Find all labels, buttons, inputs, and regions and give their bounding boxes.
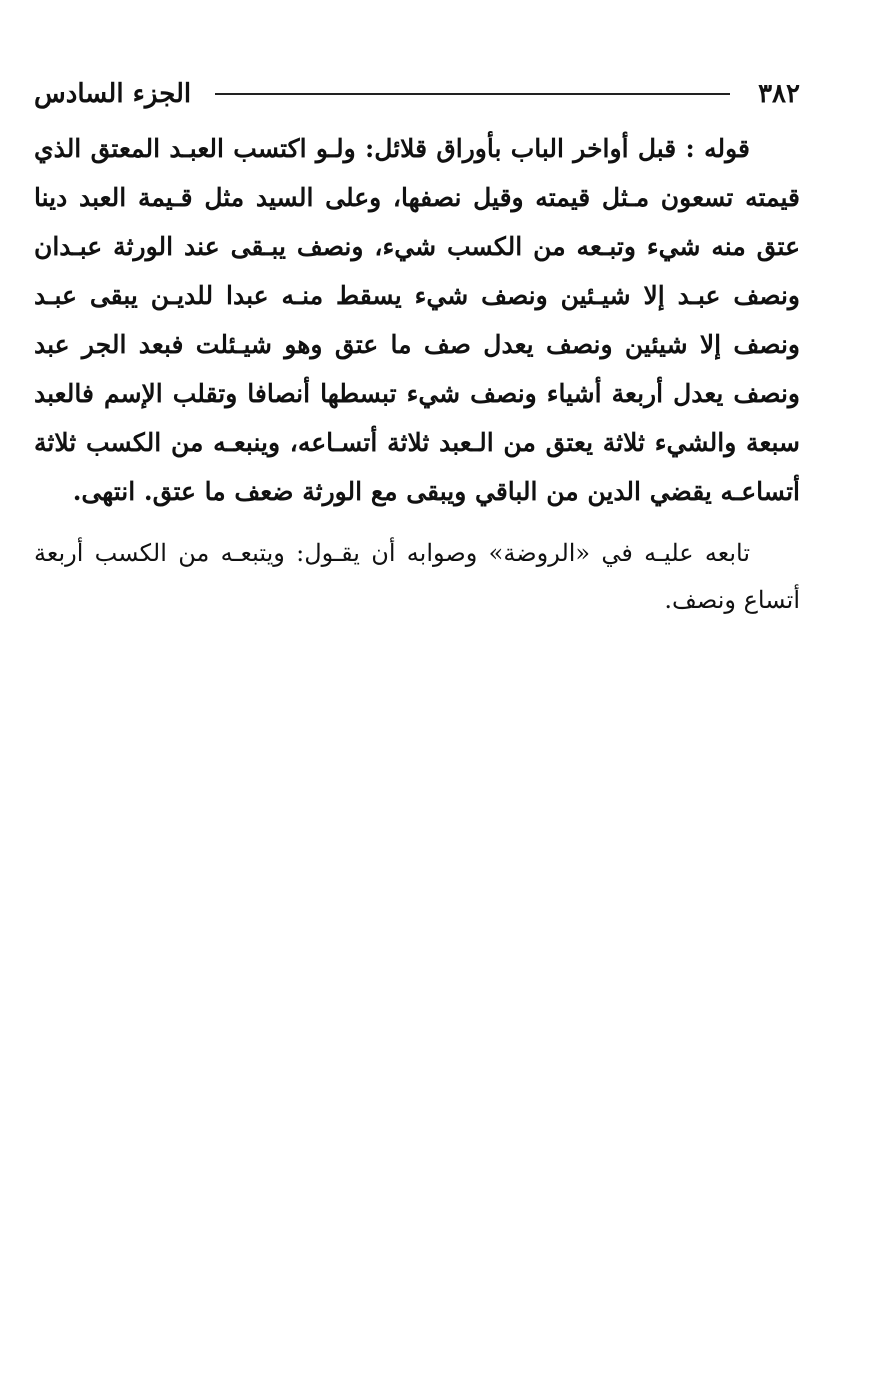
header-rule <box>215 93 730 95</box>
running-title: الجزء السادس <box>34 79 192 109</box>
page-header <box>34 72 800 116</box>
paragraph-note: تابعه عليـه في «الروضة» وصوابه أن يقـول: ويتبعـه من الكسب أربعة أتساع ونصف. <box>34 539 800 614</box>
page-number: ٣٨٢ <box>758 79 800 109</box>
paragraph-main: قوله : قبل أواخر الباب بأوراق قلائل: ولـو اكتسب العبـد المعتق الذي قيمته تسعون مـثل قيمته وقيل نصفها، وعلى السيد مثل قـيمة العبد دينا عتق منه شيء وتبـعه من الكسب شيء، ونصف يبـقى عند الورثة عبـدان ونصف عبـد إلا شيـئين ونصف شيء يسقط منـه عبدا للديـن يبقى عبـد ونصف إلا شيئين ونصف يعدل صف ما عتق وهو شيـئلت فبعد الجر عبد ونصف يعدل أربعة أشياء ونصف شيء تبسطها أنصافا وتقلب الإسم فالعبد سبعة والشيء ثلاثة يعتق من الـعبد ثلاثة أتسـاعه، وينبعـه من الكسب ثلاثة أتساعـه يقضي الدين من الباقي ويبقى مع الورثة ضعف ما عتق. انتهى. <box>34 134 800 506</box>
body-text <box>34 124 800 624</box>
